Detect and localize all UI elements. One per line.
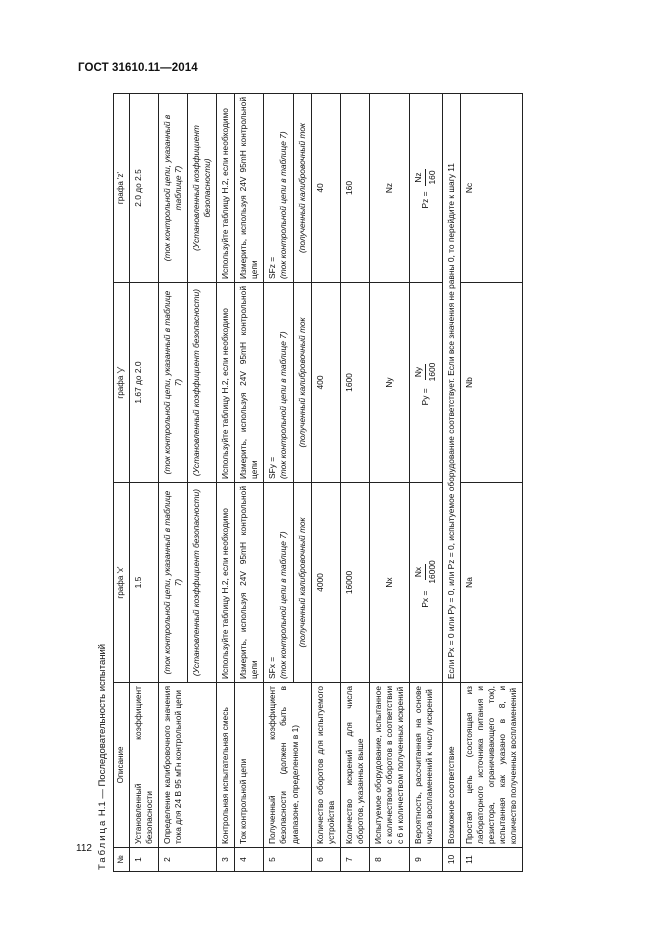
cell-y <box>410 283 442 483</box>
formula-lhs: Py = <box>420 388 431 406</box>
cell-y: Используйте таблицу Н.2, если необходимо <box>217 283 235 483</box>
row-num: 7 <box>340 848 369 872</box>
cell-x: Na <box>460 483 522 683</box>
cell-y: Измерить, используя 24V 95mH контрольной цепи <box>235 283 264 483</box>
cell-x: Nx <box>370 483 410 683</box>
rotated-table-block <box>95 92 523 872</box>
cell-z-lead: SFz = <box>267 256 278 279</box>
cell-y: Ny <box>370 283 410 483</box>
row-desc: Полученный коэффициент безопасности (должен быть в диапазоне, определенном в 1) <box>264 683 311 848</box>
row-desc: Определение калибровочного значения тока для 24 В 95 мГн контрольной цепи <box>158 683 216 848</box>
row-num: 11 <box>460 848 522 872</box>
cell-y-top: (ток контрольной цепи, указанный в таблице 7) <box>161 290 183 475</box>
cell-y: 1600 <box>340 283 369 483</box>
formula-px <box>413 486 438 679</box>
row-num: 9 <box>410 848 442 872</box>
row-num: 6 <box>311 848 340 872</box>
table-row <box>340 94 369 872</box>
cell-z-bottom: (Установленный коэффициент безопасности) <box>190 125 213 251</box>
merged-conclusion-cell: Если Px = 0 или Py = 0, или Pz = 0, испытуемое оборудование соответствует. Если все значения не равны 0, то перейдите к шагу 11 <box>442 94 460 683</box>
row-desc: Испытуемое оборудование, испытанное с количеством оборотов в соответствии с 6 и количеством полученных искрений <box>370 683 410 848</box>
row-num: 5 <box>264 848 311 872</box>
formula-numerator: Nz <box>413 169 426 185</box>
row-desc: Количество оборотов для испытуемого устройства <box>311 683 340 848</box>
cell-z: 160 <box>340 94 369 283</box>
table-row <box>129 94 158 872</box>
formula-denominator: 160 <box>427 170 438 185</box>
header-col-z: графа 'z' <box>114 94 130 283</box>
row-num: 8 <box>370 848 410 872</box>
cell-y: 400 <box>311 283 340 483</box>
cell-y-bottom: (полученный калибровочный ток <box>296 317 307 448</box>
cell-z: Nc <box>460 94 522 283</box>
header-col-y: графа 'y' <box>114 283 130 483</box>
cell-z-bottom: (полученный калибровочный ток <box>296 122 307 254</box>
cell-y: 1.67 до 2.0 <box>129 283 158 483</box>
page-number: 112 <box>76 843 92 854</box>
row-desc: Вероятность, рассчитанная на основе числа воспламенений к числу искрений <box>410 683 442 848</box>
formula-numerator: Nx <box>413 564 426 580</box>
cell-x: 1.5 <box>129 483 158 683</box>
cell-x <box>264 483 311 683</box>
cell-x: Измерить, используя 24V 95mH контрольной цепи <box>235 483 264 683</box>
table-row <box>410 94 442 872</box>
row-desc: Количество искрений для числа оборотов, указанных выше <box>340 683 369 848</box>
cell-x: 4000 <box>311 483 340 683</box>
row-desc: Установленный коэффициент безопасности <box>129 683 158 848</box>
table-row <box>311 94 340 872</box>
table-row <box>460 94 522 872</box>
row-num: 3 <box>217 848 235 872</box>
table-row <box>217 94 235 872</box>
table-row <box>264 94 311 872</box>
table-row <box>442 94 460 872</box>
formula-lhs: Pz = <box>420 191 431 209</box>
cell-x-top: (ток контрольной цепи в таблице 7) <box>278 531 289 679</box>
row-desc: Простая цепь (состоящая из лабораторного источника питания и резистора, ограничивающего ток), испытанная как указано в 8, и количество полученных воспламенений <box>460 683 522 848</box>
test-sequence-table <box>113 93 523 872</box>
row-num: 2 <box>158 848 216 872</box>
cell-x-top: (ток контрольной цепи, указанный в таблице 7) <box>161 490 183 675</box>
row-desc: Контрольная испытательная смесь <box>217 683 235 848</box>
header-col-x: графа 'x' <box>114 483 130 683</box>
cell-y: Nb <box>460 283 522 483</box>
cell-y <box>264 283 311 483</box>
header-num: № <box>114 848 130 872</box>
formula-numerator: Ny <box>413 364 426 380</box>
cell-x-bottom: (полученный калибровочный ток <box>296 517 307 648</box>
table-row <box>235 94 264 872</box>
cell-y <box>158 283 216 483</box>
cell-y-top: (ток контрольной цепи в таблице 7) <box>278 331 289 479</box>
cell-z: Измерить, используя 24V 95mH контрольной цепи <box>235 94 264 283</box>
formula-py <box>413 286 438 479</box>
header-desc: Описание <box>114 683 130 848</box>
formula-denominator: 16000 <box>427 560 438 584</box>
row-num: 4 <box>235 848 264 872</box>
cell-z <box>410 94 442 283</box>
table-caption-prefix: Таблица <box>97 818 108 870</box>
cell-z <box>264 94 311 283</box>
row-num: 1 <box>129 848 158 872</box>
formula-lhs: Px = <box>420 590 431 608</box>
table-header-row <box>114 94 130 872</box>
table-caption <box>95 92 113 872</box>
formula-pz <box>413 97 438 279</box>
row-num: 10 <box>442 848 460 872</box>
cell-x-lead: SFx = <box>267 656 278 679</box>
cell-z: Nz <box>370 94 410 283</box>
cell-x <box>410 483 442 683</box>
cell-x <box>158 483 216 683</box>
cell-z: Используйте таблицу Н.2, если необходимо <box>217 94 235 283</box>
row-desc: Ток контрольной цепи <box>235 683 264 848</box>
cell-y-lead: SFy = <box>267 456 278 479</box>
cell-z <box>158 94 216 283</box>
document-header: ГОСТ 31610.11—2014 <box>78 62 198 74</box>
cell-z-top: (ток контрольной цепи в таблице 7) <box>278 131 289 279</box>
cell-x-bottom: (Установленный коэффициент безопасности) <box>190 488 201 677</box>
cell-x: Используйте таблицу Н.2, если необходимо <box>217 483 235 683</box>
cell-z: 2.0 до 2.5 <box>129 94 158 283</box>
cell-z-top: (ток контрольной цепи, указанный в таблице 7) <box>161 114 183 262</box>
cell-x: 16000 <box>340 483 369 683</box>
formula-denominator: 1600 <box>427 362 438 382</box>
row-desc: Возможное соответствие <box>442 683 460 848</box>
table-row <box>158 94 216 872</box>
cell-y-bottom: (Установленный коэффициент безопасности) <box>190 288 201 477</box>
table-row <box>370 94 410 872</box>
table-caption-title: Н.1 — Последовательность испытаний <box>97 643 108 817</box>
cell-z: 40 <box>311 94 340 283</box>
